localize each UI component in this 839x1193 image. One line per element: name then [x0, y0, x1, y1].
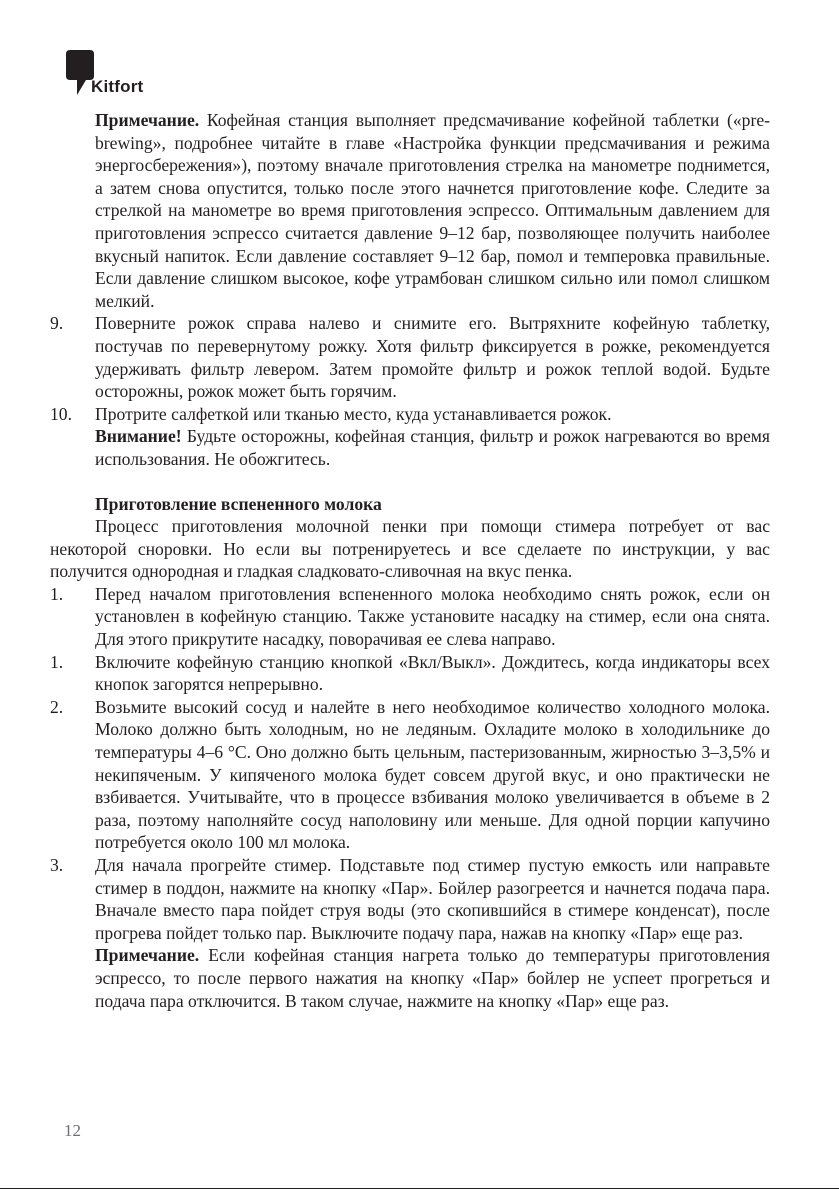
list-item-text: Включите кофейную станцию кнопкой «Вкл/Выкл». Дождитесь, когда индикаторы всех кнопок загорятся непрерывно.	[95, 651, 770, 695]
note-label: Примечание.	[95, 945, 200, 966]
brand-name: Kitfort	[91, 77, 144, 96]
spacer	[50, 471, 770, 493]
list-item-number: 10.	[50, 403, 72, 424]
note-text: Кофейная станция выполняет предсмачивание кофейной таблетки («pre-brewing», подробнее читайте в главе «Настройка функции предсмачивания и режима энергосбережения»), поэтому вначале приготовления стрелка на манометре поднимется, а затем снова опустится, только после этого начнется приготовление кофе. Следите за стрелкой на манометре во время приготовления эспрессо. Оптимальным давлением для приготовления эспрессо считается давление 9–12 бар, позволяющее получить наиболее вкусный напиток. Если давление составляет 9–12 бар, помол и темперовка правильные. Если давление слишком высокое, кофе утрамбован слишком сильно или помол слишком мелкий.	[95, 110, 770, 311]
note-text: Если кофейная станция нагрета только до температуры приготовления эспрессо, то после первого нажатия на кнопку «Пар» бойлер не успеет прогреться и подача пара отключится. В таком случае, нажмите на кнопку «Пар» еще раз.	[95, 945, 770, 1011]
section-heading: Приготовление вспененного молока	[95, 493, 382, 514]
section-note-paragraph	[50, 944, 770, 1012]
warning-label: Внимание!	[95, 426, 182, 447]
warning-paragraph	[50, 425, 770, 470]
list-item-number: 1.	[50, 583, 64, 604]
list-item-number: 2.	[50, 696, 64, 717]
list-item-text: Протрите салфеткой или тканью место, куда устанавливается рожок.	[95, 403, 612, 424]
page-content	[50, 109, 770, 1012]
warning-text: Будьте осторожны, кофейная станция, фильтр и рожок нагреваются во время использования. Не обожгитесь.	[95, 426, 770, 469]
list-item	[50, 583, 770, 651]
list-item-number: 3.	[50, 855, 64, 875]
note-paragraph	[50, 109, 770, 312]
section-intro: Процесс приготовления молочной пенки при помощи стимера потребует от вас некоторой сноровки. Но если вы потренируетесь и все сделаете по инструкции, у вас получится однородная и гладкая сладковато-сливочная на вкус пенка.	[50, 516, 770, 582]
brand-logo	[64, 50, 184, 106]
list-item	[50, 403, 770, 426]
list-item-text: Поверните рожок справа налево и снимите его. Вытряхните кофейную таблетку, постучав по перевернутому рожку. Хотя фильтр фиксируется в рожке, рекомендуется удерживать фильтр левером. Затем промойте фильтр и рожок теплой водой. Будьте осторожны, рожок может быть горячим.	[95, 313, 770, 402]
list-item-number: 9.	[50, 313, 64, 334]
list-item	[50, 854, 770, 944]
note-label: Примечание.	[95, 110, 200, 130]
list-item-text: Возьмите высокий сосуд и налейте в него необходимое количество холодного молока. Молоко должно быть холодным, но не ледяным. Охладите молоко в холодильнике до температуры 4–6 °С. Оно должно быть цельным, пастеризованным, жирностью 3–3,5% и некипяченым. У кипяченого молока будет совсем другой вкус, и оно практически не взбивается. Учитывайте, что в процессе взбивания молоко увеличивается в объеме в 2 раза, поэтому наполняйте сосуд наполовину или меньше. Для одной порции капучино потребуется около 100 мл молока.	[95, 696, 770, 853]
page-bottom-rule	[0, 1188, 839, 1189]
list-item-text: Для начала прогрейте стимер. Подставьте под стимер пустую емкость или направьте стимер в поддон, нажмите на кнопку «Пар». Бойлер разогреется и начнется подача пара. Вначале вместо пара пойдет струя воды (это скопившийся в стимере конденсат), после прогрева пойдет только пар. Выключите подачу пара, нажав на кнопку «Пар» еще раз.	[95, 855, 770, 943]
list-item-number: 1.	[50, 651, 64, 672]
list-item	[50, 312, 770, 402]
list-item	[50, 696, 770, 854]
kitfort-logo-icon	[64, 50, 94, 98]
list-item-text: Перед началом приготовления вспененного молока необходимо снять рожок, если он установлен в кофейную станцию. Также установите насадку на стимер, если она снята. Для этого прикрутите насадку, поворачивая ее слева направо.	[95, 583, 770, 650]
page-number: 12	[64, 1121, 81, 1140]
list-item	[50, 651, 770, 696]
